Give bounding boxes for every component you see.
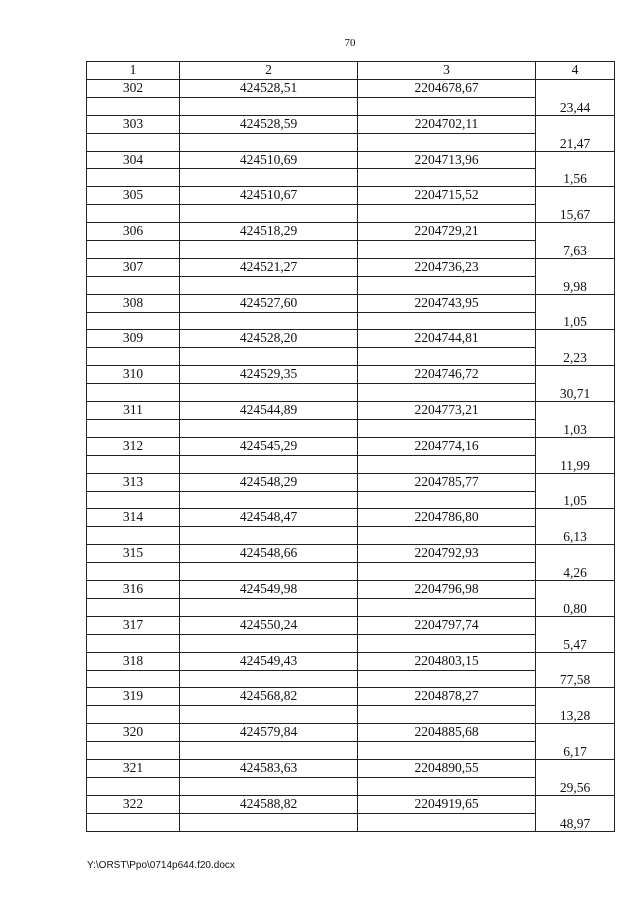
distance-cell: 2,23 (536, 348, 615, 366)
y-coordinate-cell: 2204797,74 (358, 616, 536, 634)
point-number-cell: 310 (87, 366, 180, 384)
empty-cell (536, 545, 615, 563)
empty-cell (536, 509, 615, 527)
table-row (87, 581, 615, 599)
empty-cell (87, 419, 180, 437)
empty-cell (87, 634, 180, 652)
empty-cell (87, 598, 180, 616)
table-row (87, 688, 615, 706)
y-coordinate-cell: 2204736,23 (358, 258, 536, 276)
x-coordinate-cell: 424528,51 (180, 79, 358, 97)
empty-cell (180, 598, 358, 616)
point-number-cell: 303 (87, 115, 180, 133)
y-coordinate-cell: 2204713,96 (358, 151, 536, 169)
table-row (87, 276, 615, 294)
distance-cell: 7,63 (536, 241, 615, 259)
distance-cell: 48,97 (536, 813, 615, 831)
table-row (87, 223, 615, 241)
empty-cell (536, 760, 615, 778)
empty-cell (536, 688, 615, 706)
empty-cell (180, 563, 358, 581)
point-number-cell: 321 (87, 760, 180, 778)
empty-cell (358, 670, 536, 688)
x-coordinate-cell: 424544,89 (180, 402, 358, 420)
table-row (87, 473, 615, 491)
table-row (87, 312, 615, 330)
y-coordinate-cell: 2204678,67 (358, 79, 536, 97)
table-header-row (87, 62, 615, 80)
point-number-cell: 317 (87, 616, 180, 634)
table-row (87, 258, 615, 276)
distance-cell: 13,28 (536, 706, 615, 724)
table-row (87, 545, 615, 563)
empty-cell (87, 384, 180, 402)
table-row (87, 652, 615, 670)
empty-cell (536, 724, 615, 742)
y-coordinate-cell: 2204786,80 (358, 509, 536, 527)
y-coordinate-cell: 2204744,81 (358, 330, 536, 348)
distance-cell: 6,17 (536, 742, 615, 760)
empty-cell (180, 419, 358, 437)
empty-cell (87, 205, 180, 223)
table-row (87, 616, 615, 634)
empty-cell (180, 777, 358, 795)
empty-cell (87, 527, 180, 545)
empty-cell (536, 79, 615, 97)
empty-cell (87, 97, 180, 115)
header-cell-3: 3 (358, 62, 536, 80)
empty-cell (358, 563, 536, 581)
table-row (87, 742, 615, 760)
coordinates-table (86, 61, 615, 832)
x-coordinate-cell: 424583,63 (180, 760, 358, 778)
empty-cell (87, 312, 180, 330)
empty-cell (180, 97, 358, 115)
empty-cell (536, 366, 615, 384)
empty-cell (358, 384, 536, 402)
table-row (87, 795, 615, 813)
empty-cell (87, 455, 180, 473)
y-coordinate-cell: 2204885,68 (358, 724, 536, 742)
empty-cell (536, 437, 615, 455)
empty-cell (358, 706, 536, 724)
empty-cell (536, 115, 615, 133)
table-row (87, 419, 615, 437)
table-row (87, 598, 615, 616)
empty-cell (180, 742, 358, 760)
table-row (87, 366, 615, 384)
empty-cell (358, 312, 536, 330)
distance-cell: 21,47 (536, 133, 615, 151)
table-row (87, 706, 615, 724)
point-number-cell: 305 (87, 187, 180, 205)
table-row (87, 760, 615, 778)
distance-cell: 1,56 (536, 169, 615, 187)
point-number-cell: 316 (87, 581, 180, 599)
point-number-cell: 313 (87, 473, 180, 491)
empty-cell (180, 384, 358, 402)
point-number-cell: 307 (87, 258, 180, 276)
empty-cell (87, 491, 180, 509)
y-coordinate-cell: 2204715,52 (358, 187, 536, 205)
empty-cell (87, 813, 180, 831)
empty-cell (180, 169, 358, 187)
empty-cell (358, 491, 536, 509)
table-row (87, 527, 615, 545)
point-number-cell: 309 (87, 330, 180, 348)
empty-cell (536, 151, 615, 169)
point-number-cell: 304 (87, 151, 180, 169)
point-number-cell: 314 (87, 509, 180, 527)
coordinates-table-body (87, 62, 615, 832)
empty-cell (87, 169, 180, 187)
x-coordinate-cell: 424518,29 (180, 223, 358, 241)
empty-cell (180, 348, 358, 366)
distance-cell: 4,26 (536, 563, 615, 581)
empty-cell (358, 205, 536, 223)
point-number-cell: 322 (87, 795, 180, 813)
empty-cell (180, 241, 358, 259)
header-cell-1: 1 (87, 62, 180, 80)
empty-cell (180, 133, 358, 151)
y-coordinate-cell: 2204878,27 (358, 688, 536, 706)
point-number-cell: 312 (87, 437, 180, 455)
table-row (87, 169, 615, 187)
table-row (87, 384, 615, 402)
empty-cell (536, 294, 615, 312)
table-row (87, 348, 615, 366)
empty-cell (180, 491, 358, 509)
point-number-cell: 306 (87, 223, 180, 241)
empty-cell (536, 187, 615, 205)
distance-cell: 0,80 (536, 598, 615, 616)
y-coordinate-cell: 2204743,95 (358, 294, 536, 312)
empty-cell (358, 777, 536, 795)
table-row (87, 437, 615, 455)
x-coordinate-cell: 424510,69 (180, 151, 358, 169)
distance-cell: 5,47 (536, 634, 615, 652)
empty-cell (536, 616, 615, 634)
y-coordinate-cell: 2204919,65 (358, 795, 536, 813)
table-row (87, 563, 615, 581)
empty-cell (536, 581, 615, 599)
y-coordinate-cell: 2204774,16 (358, 437, 536, 455)
table-row (87, 813, 615, 831)
table-row (87, 151, 615, 169)
empty-cell (358, 742, 536, 760)
empty-cell (180, 205, 358, 223)
empty-cell (87, 777, 180, 795)
y-coordinate-cell: 2204796,98 (358, 581, 536, 599)
distance-cell: 9,98 (536, 276, 615, 294)
empty-cell (87, 276, 180, 294)
distance-cell: 23,44 (536, 97, 615, 115)
point-number-cell: 308 (87, 294, 180, 312)
header-cell-2: 2 (180, 62, 358, 80)
empty-cell (180, 634, 358, 652)
empty-cell (358, 813, 536, 831)
empty-cell (87, 706, 180, 724)
empty-cell (87, 133, 180, 151)
y-coordinate-cell: 2204890,55 (358, 760, 536, 778)
x-coordinate-cell: 424510,67 (180, 187, 358, 205)
point-number-cell: 320 (87, 724, 180, 742)
table-row (87, 724, 615, 742)
distance-cell: 15,67 (536, 205, 615, 223)
point-number-cell: 319 (87, 688, 180, 706)
empty-cell (87, 563, 180, 581)
point-number-cell: 315 (87, 545, 180, 563)
page-number: 70 (344, 37, 356, 49)
empty-cell (358, 348, 536, 366)
table-row (87, 205, 615, 223)
x-coordinate-cell: 424549,98 (180, 581, 358, 599)
empty-cell (358, 169, 536, 187)
table-row (87, 115, 615, 133)
table-row (87, 455, 615, 473)
y-coordinate-cell: 2204785,77 (358, 473, 536, 491)
table-row (87, 241, 615, 259)
x-coordinate-cell: 424527,60 (180, 294, 358, 312)
x-coordinate-cell: 424545,29 (180, 437, 358, 455)
x-coordinate-cell: 424549,43 (180, 652, 358, 670)
y-coordinate-cell: 2204803,15 (358, 652, 536, 670)
empty-cell (358, 276, 536, 294)
table-row (87, 133, 615, 151)
y-coordinate-cell: 2204773,21 (358, 402, 536, 420)
x-coordinate-cell: 424579,84 (180, 724, 358, 742)
table-row (87, 79, 615, 97)
x-coordinate-cell: 424568,82 (180, 688, 358, 706)
empty-cell (358, 527, 536, 545)
empty-cell (536, 795, 615, 813)
distance-cell: 1,05 (536, 312, 615, 330)
x-coordinate-cell: 424528,20 (180, 330, 358, 348)
table-row (87, 330, 615, 348)
empty-cell (536, 223, 615, 241)
empty-cell (180, 527, 358, 545)
empty-cell (180, 455, 358, 473)
distance-cell: 29,56 (536, 777, 615, 795)
x-coordinate-cell: 424548,66 (180, 545, 358, 563)
point-number-cell: 318 (87, 652, 180, 670)
y-coordinate-cell: 2204729,21 (358, 223, 536, 241)
table-row (87, 402, 615, 420)
table-row (87, 670, 615, 688)
empty-cell (180, 276, 358, 294)
empty-cell (536, 473, 615, 491)
x-coordinate-cell: 424548,47 (180, 509, 358, 527)
y-coordinate-cell: 2204746,72 (358, 366, 536, 384)
table-row (87, 509, 615, 527)
y-coordinate-cell: 2204792,93 (358, 545, 536, 563)
table-row (87, 777, 615, 795)
empty-cell (180, 813, 358, 831)
empty-cell (358, 598, 536, 616)
empty-cell (358, 97, 536, 115)
empty-cell (87, 742, 180, 760)
empty-cell (358, 634, 536, 652)
empty-cell (87, 670, 180, 688)
empty-cell (180, 706, 358, 724)
empty-cell (358, 241, 536, 259)
empty-cell (536, 258, 615, 276)
x-coordinate-cell: 424528,59 (180, 115, 358, 133)
empty-cell (358, 455, 536, 473)
header-cell-4: 4 (536, 62, 615, 80)
point-number-cell: 302 (87, 79, 180, 97)
distance-cell: 1,03 (536, 419, 615, 437)
empty-cell (180, 312, 358, 330)
table-row (87, 294, 615, 312)
x-coordinate-cell: 424521,27 (180, 258, 358, 276)
distance-cell: 77,58 (536, 670, 615, 688)
y-coordinate-cell: 2204702,11 (358, 115, 536, 133)
empty-cell (87, 348, 180, 366)
table-row (87, 97, 615, 115)
empty-cell (536, 652, 615, 670)
empty-cell (358, 133, 536, 151)
distance-cell: 11,99 (536, 455, 615, 473)
distance-cell: 6,13 (536, 527, 615, 545)
table-row (87, 187, 615, 205)
x-coordinate-cell: 424548,29 (180, 473, 358, 491)
empty-cell (536, 402, 615, 420)
x-coordinate-cell: 424588,82 (180, 795, 358, 813)
empty-cell (180, 670, 358, 688)
point-number-cell: 311 (87, 402, 180, 420)
empty-cell (87, 241, 180, 259)
table-row (87, 491, 615, 509)
file-path-footer: Y:\ORST\Ppo\0714p644.f20.docx (87, 860, 235, 871)
x-coordinate-cell: 424529,35 (180, 366, 358, 384)
distance-cell: 1,05 (536, 491, 615, 509)
empty-cell (536, 330, 615, 348)
distance-cell: 30,71 (536, 384, 615, 402)
table-row (87, 634, 615, 652)
empty-cell (358, 419, 536, 437)
x-coordinate-cell: 424550,24 (180, 616, 358, 634)
